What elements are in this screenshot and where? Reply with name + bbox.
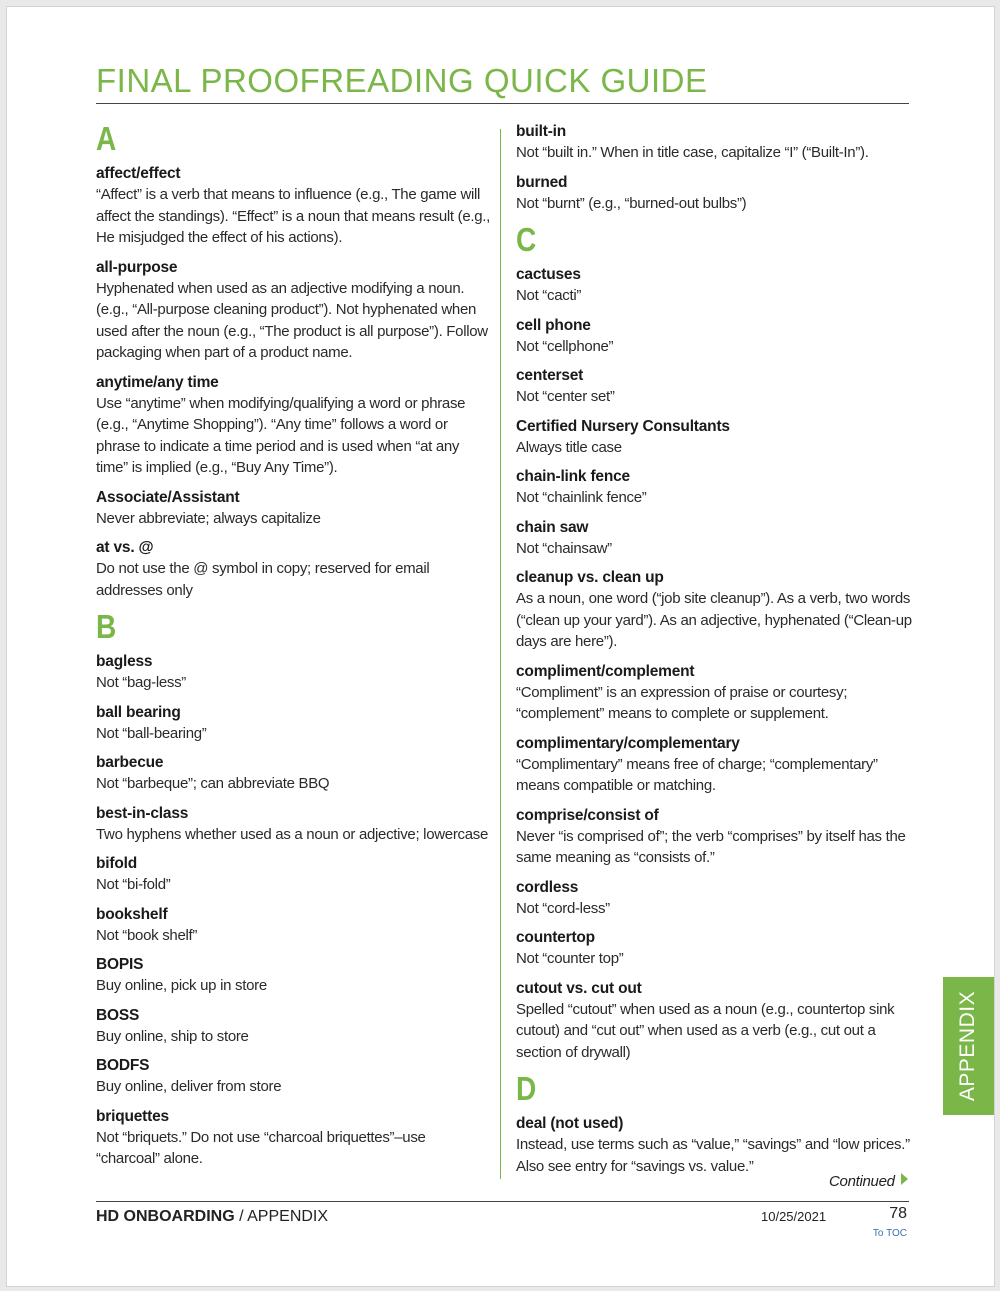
column-divider — [500, 129, 501, 1179]
entry-term: cell phone — [516, 316, 591, 334]
glossary-entry — [516, 365, 916, 408]
footer-divider — [96, 1201, 909, 1202]
entry-term: BOSS — [96, 1006, 140, 1024]
appendix-tab-label: APPENDIX — [956, 990, 980, 1102]
glossary-entry — [96, 803, 491, 846]
glossary-entry — [96, 954, 491, 997]
glossary-entry — [96, 487, 491, 530]
continued-link[interactable] — [829, 1173, 908, 1190]
entry-definition: Not “chainlink fence” — [516, 489, 647, 506]
entry-term: cutout vs. cut out — [516, 979, 642, 997]
glossary-entry — [516, 416, 916, 459]
entry-term: complimentary/complementary — [516, 734, 740, 752]
glossary-entry — [516, 877, 916, 920]
entry-term: bagless — [96, 653, 153, 670]
entry-term: comprise/consist of — [516, 806, 659, 824]
entry-definition: As a noun, one word (“job site cleanup”). As a verb, two words (“clean up your yard”). As an adjective, hyphenated (“Clean-up days are here”). — [516, 590, 912, 650]
entry-term: cleanup vs. clean up — [516, 569, 664, 586]
entry-term: countertop — [516, 929, 595, 946]
glossary-entry — [96, 752, 491, 795]
glossary-entry — [516, 567, 916, 653]
entry-term: BODFS — [96, 1057, 150, 1074]
entry-definition: Not “barbeque”; can abbreviate BBQ — [96, 775, 330, 792]
entry-definition: Not “cacti” — [516, 287, 582, 304]
page-number: 78 — [889, 1205, 907, 1222]
glossary-entry — [516, 172, 916, 215]
section-letter-heading: A — [96, 120, 117, 157]
glossary-entry — [516, 466, 916, 509]
footer-section: APPENDIX — [247, 1208, 329, 1225]
entry-definition: “Compliment” is an expression of praise or courtesy; “complement” means to complete or supplement. — [516, 683, 848, 722]
footer-date: 10/25/2021 — [761, 1209, 827, 1224]
entry-definition: Spelled “cutout” when used as a noun (e.g., countertop sink cutout) and “cut out” when used as a verb (e.g., cut out a section of drywall) — [516, 1000, 895, 1061]
glossary-entry — [516, 517, 916, 560]
glossary-entry — [516, 121, 916, 164]
glossary-entry — [516, 264, 916, 307]
entry-term: centerset — [516, 367, 584, 384]
entry-term: ball bearing — [96, 703, 181, 721]
entry-definition: Do not use the @ symbol in copy; reserved for email addresses only — [96, 560, 430, 599]
entry-definition: Not “built in.” When in title case, capitalize “I” (“Built-In”). — [516, 144, 869, 161]
section-letter-heading: D — [516, 1070, 537, 1107]
glossary-entry — [96, 1005, 491, 1048]
title-divider — [96, 103, 909, 104]
entry-term: bifold — [96, 855, 137, 872]
entry-definition: Not “center set” — [516, 388, 615, 405]
glossary-entry — [96, 853, 491, 896]
glossary-entry — [96, 257, 491, 364]
entry-definition: Not “chainsaw” — [516, 539, 612, 557]
appendix-side-tab[interactable] — [943, 977, 994, 1115]
entry-term: Certified Nursery Consultants — [516, 417, 730, 435]
entry-definition: Never abbreviate; always capitalize — [96, 509, 321, 527]
entry-definition: Not “cellphone” — [516, 337, 614, 355]
left-column — [96, 121, 491, 1178]
entry-definition: Not “counter top” — [516, 950, 624, 967]
entry-term: burned — [516, 173, 568, 191]
glossary-entry — [96, 163, 491, 249]
entry-definition: Use “anytime” when modifying/qualifying a word or phrase (e.g., “Anytime Shopping”). “Any time” follows a word or phrase to indicate a time period and is used when “at any time” is implied (e.g., “Buy Any Time”). — [96, 394, 466, 476]
footer-separator: / — [234, 1208, 248, 1225]
toc-link[interactable]: To TOC — [872, 1228, 907, 1239]
entry-term: chain saw — [516, 518, 589, 536]
page-title: FINAL PROOFREADING QUICK GUIDE — [96, 62, 708, 99]
entry-definition: Not “briquets.” Do not use “charcoal briquettes”–use “charcoal” alone. — [96, 1128, 426, 1167]
glossary-entry — [516, 661, 916, 725]
glossary-entry — [96, 1055, 491, 1098]
entry-definition: Not “burnt” (e.g., “burned-out bulbs”) — [516, 194, 747, 212]
entry-term: briquettes — [96, 1107, 169, 1125]
glossary-entry — [96, 372, 491, 479]
play-arrow-icon — [901, 1173, 908, 1185]
entry-term: bookshelf — [96, 905, 168, 923]
section-letter-heading: B — [96, 608, 117, 645]
entry-term: compliment/complement — [516, 662, 695, 680]
entry-definition: Buy online, pick up in store — [96, 977, 267, 994]
entry-term: chain-link fence — [516, 468, 630, 485]
entry-term: built-in — [516, 123, 567, 140]
footer-breadcrumb — [96, 1208, 328, 1226]
entry-definition: Buy online, ship to store — [96, 1027, 249, 1045]
entry-term: at vs. @ — [96, 539, 154, 556]
entry-definition: Never “is comprised of”; the verb “comprises” by itself has the same meaning as “consists of.” — [516, 827, 906, 866]
entry-definition: “Complimentary” means free of charge; “complementary” means compatible or matching. — [516, 755, 878, 794]
entry-definition: Not “cord-less” — [516, 899, 610, 917]
entry-definition: Buy online, deliver from store — [96, 1078, 282, 1095]
glossary-entry — [516, 978, 916, 1064]
glossary-entry — [96, 537, 491, 601]
glossary-entry — [516, 733, 916, 797]
right-column — [516, 121, 916, 1185]
entry-definition: Not “book shelf” — [96, 926, 198, 944]
entry-term: anytime/any time — [96, 373, 219, 391]
glossary-entry — [516, 315, 916, 358]
entry-term: deal (not used) — [516, 1115, 624, 1132]
glossary-entry — [96, 702, 491, 745]
entry-term: affect/effect — [96, 165, 181, 182]
entry-term: barbecue — [96, 754, 164, 771]
glossary-entry — [96, 651, 491, 694]
entry-term: all-purpose — [96, 258, 178, 276]
entry-term: BOPIS — [96, 956, 144, 973]
footer-brand: HD ONBOARDING — [96, 1208, 235, 1225]
entry-term: Associate/Assistant — [96, 488, 240, 506]
entry-term: best-in-class — [96, 804, 189, 822]
entry-definition: Always title case — [516, 438, 622, 456]
glossary-entry — [96, 1106, 491, 1170]
glossary-entry — [516, 805, 916, 869]
document-page — [6, 6, 995, 1287]
section-letter-heading: C — [516, 221, 537, 258]
entry-definition: Not “bi-fold” — [96, 876, 171, 893]
entry-definition: “Affect” is a verb that means to influence (e.g., The game will affect the standings). “Effect” is a noun that means result (e.g., He misjudged the effect of his actions). — [96, 186, 491, 246]
continued-label: Continued — [829, 1173, 895, 1190]
glossary-entry — [516, 927, 916, 970]
entry-term: cordless — [516, 878, 579, 896]
entry-definition: Not “ball-bearing” — [96, 724, 207, 742]
glossary-entry — [96, 904, 491, 947]
glossary-entry — [516, 1113, 916, 1177]
entry-definition: Two hyphens whether used as a noun or adjective; lowercase — [96, 825, 489, 843]
entry-definition: Not “bag-less” — [96, 674, 186, 691]
entry-term: cactuses — [516, 266, 581, 283]
entry-definition: Instead, use terms such as “value,” “savings” and “low prices.” Also see entry for “savings vs. value.” — [516, 1136, 910, 1175]
entry-definition: Hyphenated when used as an adjective modifying a noun. (e.g., “All-purpose cleaning product”). Not hyphenated when used after the noun (e.g., “The product is all purpose”). Follow packaging when part of a product name. — [96, 279, 488, 361]
